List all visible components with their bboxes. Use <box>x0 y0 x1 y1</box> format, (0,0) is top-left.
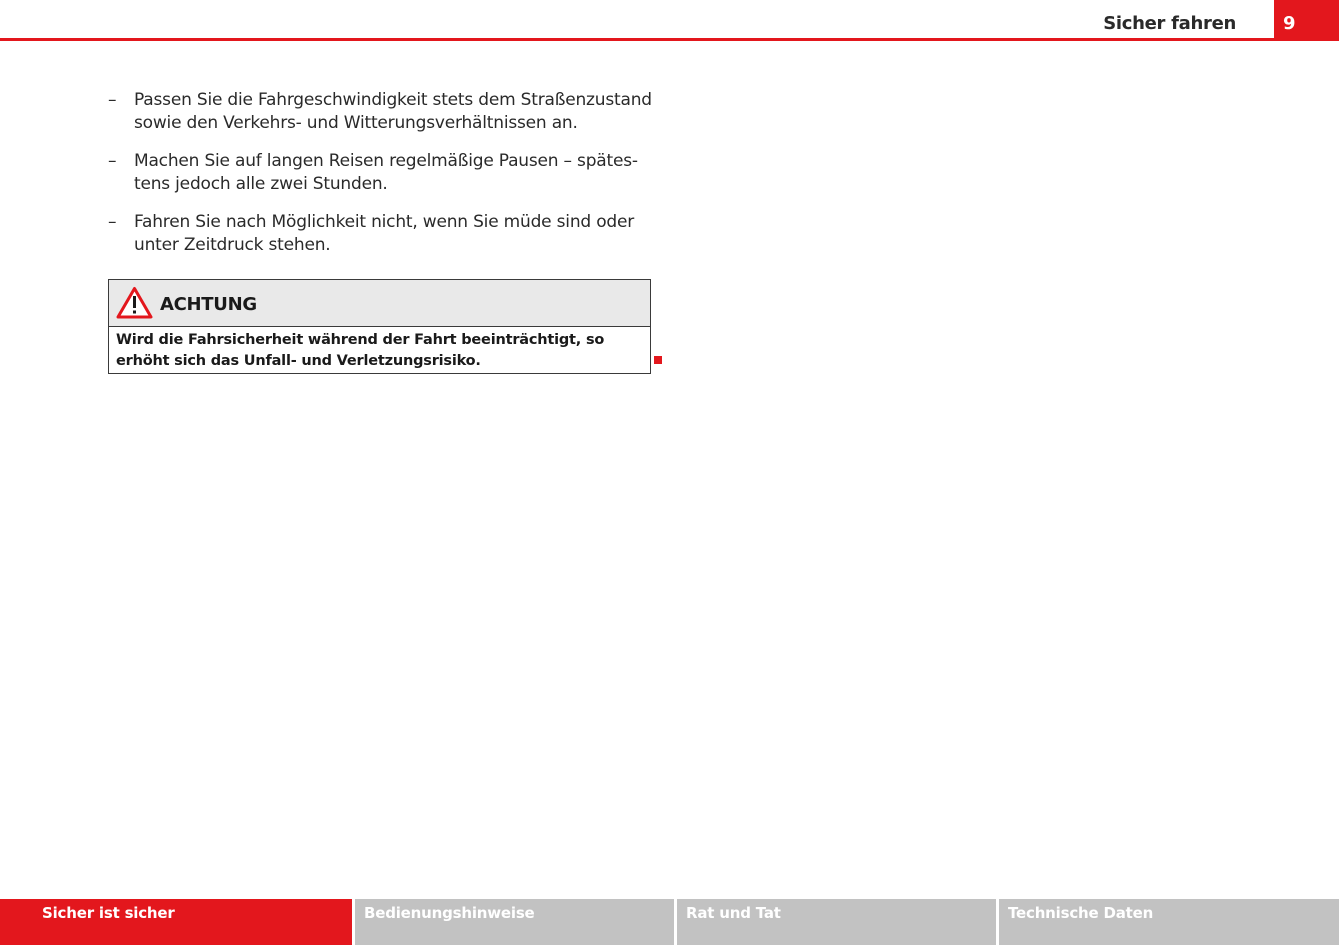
list-item <box>108 211 653 257</box>
bullet-text: Machen Sie auf langen Reisen regelmäßige Pausen – spätes-tens jedoch alle zwei Stunden. <box>134 151 638 194</box>
bullet-dash: – <box>108 151 117 171</box>
bullet-dash: – <box>108 90 117 110</box>
bullet-text: Passen Sie die Fahrgeschwindigkeit stets dem Straßenzustand sowie den Verkehrs- und Witterungsverhältnissen an. <box>134 90 652 133</box>
page-number-box <box>1274 0 1339 41</box>
bullet-text: Fahren Sie nach Möglichkeit nicht, wenn Sie müde sind oder unter Zeitdruck stehen. <box>134 212 635 255</box>
header-rule <box>0 38 1339 41</box>
bullet-list <box>108 89 653 272</box>
page-number: 9 <box>1283 13 1296 34</box>
section-end-marker <box>654 356 662 364</box>
list-item <box>108 150 653 196</box>
footer-tab-bedienungshinweise[interactable]: Bedienungshinweise <box>355 899 674 945</box>
list-item <box>108 89 653 135</box>
bullet-dash: – <box>108 212 117 232</box>
warning-header <box>109 280 650 327</box>
warning-triangle-icon <box>116 286 153 319</box>
footer-tab-technische-daten[interactable]: Technische Daten <box>999 899 1339 945</box>
footer-tab-rat-und-tat[interactable]: Rat und Tat <box>677 899 996 945</box>
warning-text: Wird die Fahrsicherheit während der Fahrt beeinträchtigt, so erhöht sich das Unfall- und Verletzungsrisiko. <box>116 332 605 369</box>
footer-tab-sicher-ist-sicher[interactable]: Sicher ist sicher <box>0 899 352 945</box>
warning-box <box>108 279 651 374</box>
section-title: Sicher fahren <box>1103 13 1236 34</box>
footer-nav <box>0 899 1339 945</box>
warning-title: ACHTUNG <box>160 294 257 315</box>
